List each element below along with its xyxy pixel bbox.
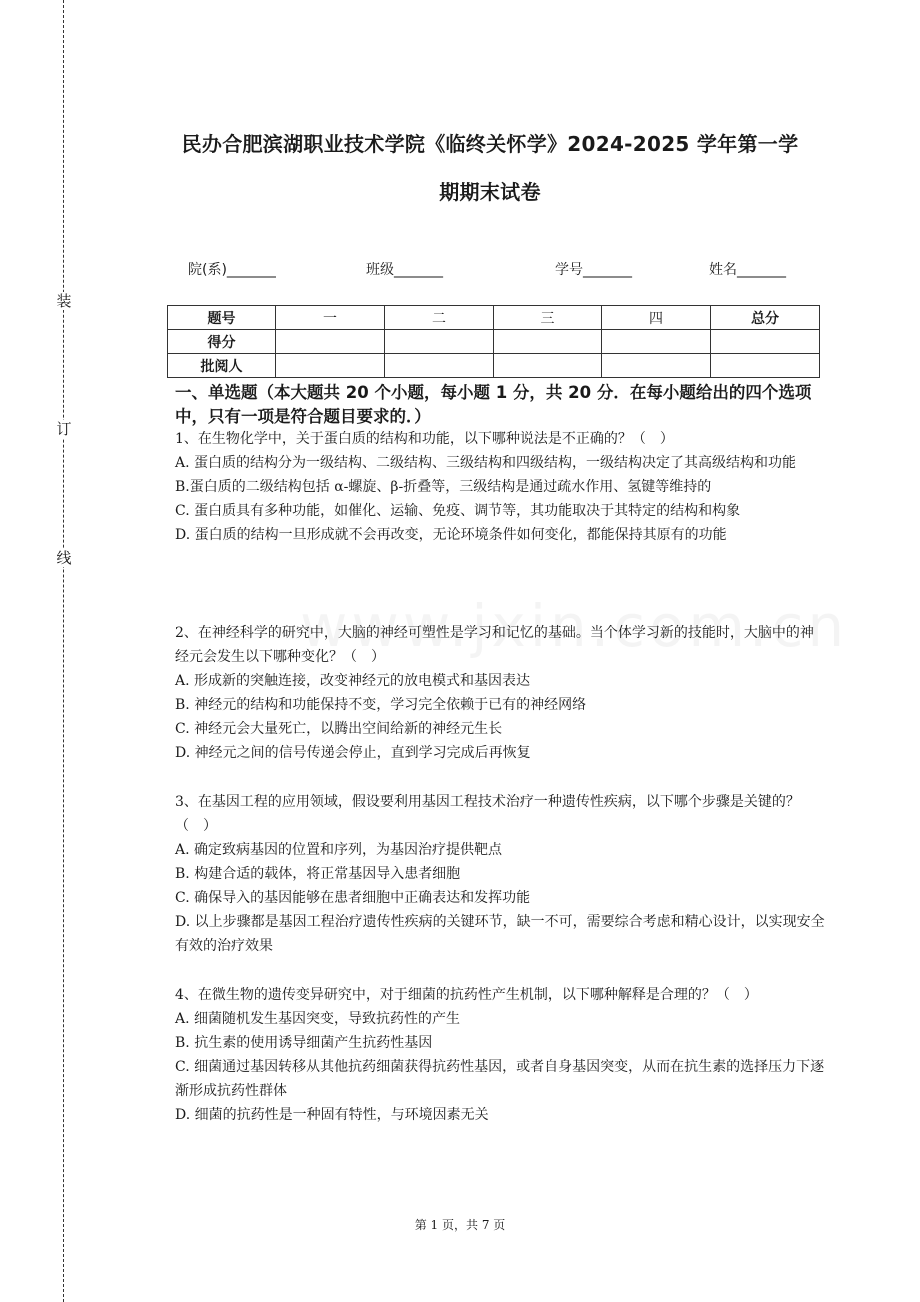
class-field[interactable]: 班级_______	[366, 262, 443, 278]
question-4	[175, 983, 825, 1127]
option-b: B. 构建合适的载体，将正常基因导入患者细胞	[175, 866, 461, 882]
page-footer: 第 1 页，共 7 页	[414, 1218, 506, 1232]
option-a: A. 确定致病基因的位置和序列，为基因治疗提供靶点	[175, 842, 503, 858]
option-b: B.蛋白质的二级结构包括 α-螺旋、β-折叠等，三级结构是通过疏水作用、氢键等维持的	[175, 479, 712, 495]
option-c: C. 确保导入的基因能够在患者细胞中正确表达和发挥功能	[175, 890, 531, 906]
binding-char-zhuang: 装	[56, 292, 72, 310]
name-field[interactable]: 姓名_______	[709, 262, 786, 278]
binding-dashed-line	[63, 0, 64, 1302]
student-id-field[interactable]: 学号_______	[555, 262, 632, 278]
question-stem: 3、在基因工程的应用领域，假设要利用基因工程技术治疗一种遗传性疾病，以下哪个步骤是关键的？（ ）	[175, 794, 800, 834]
option-a: A. 蛋白质的结构分为一级结构、二级结构、三级结构和四级结构，一级结构决定了其高级结构和功能	[175, 455, 797, 471]
option-d: D. 细菌的抗药性是一种固有特性，与环境因素无关	[175, 1107, 489, 1123]
question-stem: 2、在神经科学的研究中，大脑的神经可塑性是学习和记忆的基础。当个体学习新的技能时，大脑中的神经元会发生以下哪种变化？（ ）	[175, 625, 814, 665]
header-section-3: 三	[494, 306, 602, 330]
score-cell[interactable]	[385, 330, 494, 354]
header-total: 总分	[711, 306, 820, 330]
section-heading: 一、单选题（本大题共 20 个小题，每小题 1 分，共 20 分．在每小题给出的四个选项中，只有一项是符合题目要求的．）	[175, 383, 812, 426]
option-a: A. 形成新的突触连接，改变神经元的放电模式和基因表达	[175, 673, 531, 689]
score-row-label: 得分	[168, 330, 276, 354]
option-c: C. 细菌通过基因转移从其他抗药细菌获得抗药性基因，或者自身基因突变，从而在抗生素的选择压力下逐渐形成抗药性群体	[175, 1059, 825, 1099]
question-stem: 4、在微生物的遗传变异研究中，对于细菌的抗药性产生机制，以下哪种解释是合理的？（ ）	[175, 987, 758, 1003]
reviewer-cell[interactable]	[276, 354, 385, 378]
option-d: D. 神经元之间的信号传递会停止，直到学习完成后再恢复	[175, 745, 531, 761]
option-c: C. 神经元会大量死亡，以腾出空间给新的神经元生长	[175, 721, 503, 737]
reviewer-cell[interactable]	[385, 354, 494, 378]
reviewer-row	[168, 354, 820, 378]
score-table-header-row	[168, 306, 820, 330]
option-b: B. 神经元的结构和功能保持不变，学习完全依赖于已有的神经网络	[175, 697, 587, 713]
option-c: C. 蛋白质具有多种功能，如催化、运输、免疫、调节等，其功能取决于其特定的结构和构象	[175, 503, 741, 519]
title-line-1: 民办合肥滨湖职业技术学院《临终关怀学》2024-2025 学年第一学	[181, 132, 799, 156]
option-d: D. 蛋白质的结构一旦形成就不会再改变，无论环境条件如何变化，都能保持其原有的功能	[175, 527, 727, 543]
score-cell[interactable]	[276, 330, 385, 354]
score-cell[interactable]	[711, 330, 820, 354]
student-info-row	[0, 259, 920, 281]
score-cell[interactable]	[602, 330, 711, 354]
question-2	[175, 621, 825, 765]
reviewer-row-label: 批阅人	[168, 354, 276, 378]
header-section-4: 四	[602, 306, 711, 330]
question-3	[175, 790, 825, 958]
score-cell[interactable]	[494, 330, 602, 354]
reviewer-cell[interactable]	[602, 354, 711, 378]
reviewer-cell[interactable]	[494, 354, 602, 378]
question-stem: 1、在生物化学中，关于蛋白质的结构和功能，以下哪种说法是不正确的？（ ）	[175, 431, 674, 447]
option-a: A. 细菌随机发生基因突变，导致抗药性的产生	[175, 1011, 461, 1027]
title-line-2: 期期末试卷	[439, 180, 541, 204]
header-question-number: 题号	[168, 306, 276, 330]
option-d: D. 以上步骤都是基因工程治疗遗传性疾病的关键环节，缺一不可，需要综合考虑和精心设计，以实现安全有效的治疗效果	[175, 914, 825, 954]
binding-char-ding: 订	[56, 420, 72, 438]
department-field[interactable]: 院(系)_______	[188, 262, 276, 278]
header-section-2: 二	[385, 306, 494, 330]
question-1	[175, 427, 825, 547]
score-table	[167, 305, 820, 378]
option-b: B. 抗生素的使用诱导细菌产生抗药性基因	[175, 1035, 433, 1051]
score-row	[168, 330, 820, 354]
reviewer-cell[interactable]	[711, 354, 820, 378]
header-section-1: 一	[276, 306, 385, 330]
binding-char-xian: 线	[56, 549, 72, 567]
page-title	[160, 120, 820, 216]
